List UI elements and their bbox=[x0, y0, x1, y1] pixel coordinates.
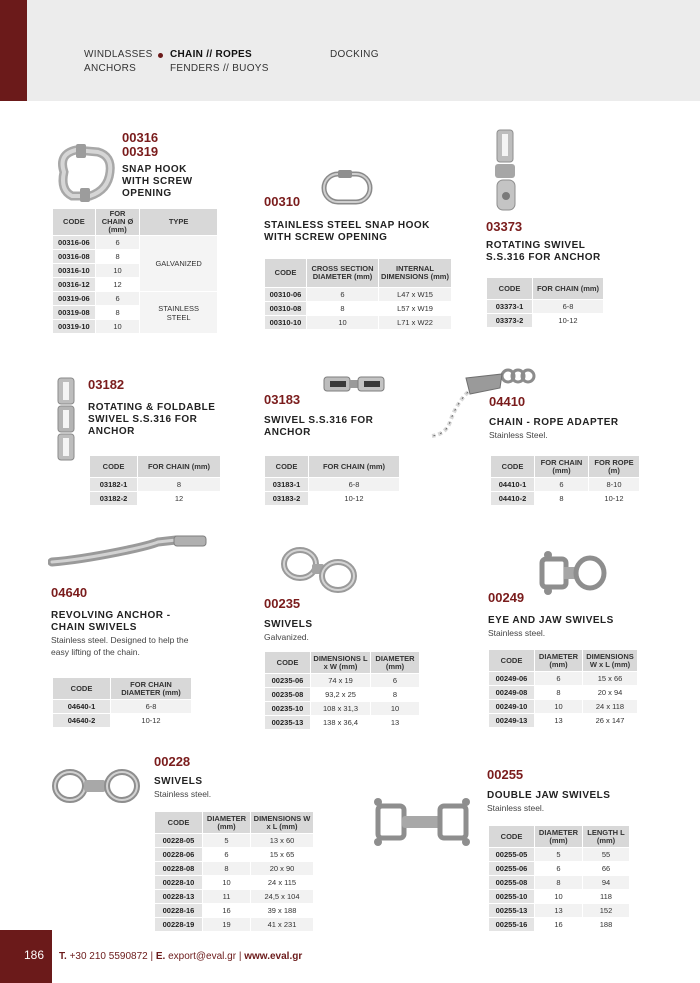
spec-table-00228 bbox=[154, 811, 314, 932]
cell-dimensions: 108 x 31,3 bbox=[311, 702, 371, 716]
phone-number[interactable]: +30 210 5590872 bbox=[69, 951, 148, 962]
rotating-swivel-image bbox=[485, 128, 525, 216]
cell-code: 00255-06 bbox=[489, 862, 535, 876]
cell-dimensions: 20 x 94 bbox=[583, 686, 638, 700]
table-row bbox=[53, 700, 192, 714]
cell-chain: 10-12 bbox=[533, 314, 604, 328]
cell-code: 00249-06 bbox=[489, 672, 535, 686]
cell-code: 00235-10 bbox=[265, 702, 311, 716]
cell-dimensions: 15 x 65 bbox=[251, 848, 314, 862]
col-diameter: DIAMETER (mm) bbox=[203, 812, 251, 834]
cell-code: 00228-16 bbox=[155, 904, 203, 918]
product-code: 03183 bbox=[264, 392, 301, 407]
cell-code: 03183-2 bbox=[265, 492, 309, 506]
col-code: CODE bbox=[90, 456, 138, 478]
col-code: CODE bbox=[489, 826, 535, 848]
product-code: 04640 bbox=[51, 585, 88, 600]
table-header-row bbox=[155, 812, 314, 834]
cell-code: 00316-10 bbox=[53, 264, 96, 278]
cell-dimensions: 15 x 66 bbox=[583, 672, 638, 686]
product-code: 03182 bbox=[88, 377, 125, 392]
email-link[interactable]: export@eval.gr bbox=[168, 951, 237, 962]
product-00310 bbox=[264, 195, 430, 244]
cell-diameter: 13 bbox=[371, 716, 420, 730]
cell-dimensions: L47 x W15 bbox=[379, 288, 452, 302]
cell-code: 03373-1 bbox=[487, 300, 533, 314]
revolving-anchor-swivel-image bbox=[48, 532, 210, 572]
cell-length: 152 bbox=[583, 904, 630, 918]
table-row bbox=[155, 834, 314, 848]
table-header-row bbox=[265, 456, 400, 478]
cell-diameter: 10 bbox=[203, 876, 251, 890]
table-row bbox=[487, 314, 604, 328]
cell-code: 00319-08 bbox=[53, 306, 96, 320]
cell-code: 03182-1 bbox=[90, 478, 138, 492]
col-code: CODE bbox=[265, 259, 307, 288]
cell-dimensions: 26 x 147 bbox=[583, 714, 638, 728]
cell-code: 00228-06 bbox=[155, 848, 203, 862]
table-row bbox=[265, 478, 400, 492]
nav-chain-ropes[interactable]: CHAIN // ROPES bbox=[170, 49, 252, 60]
cell-code: 00235-13 bbox=[265, 716, 311, 730]
table-row bbox=[90, 492, 221, 506]
table-row bbox=[155, 848, 314, 862]
footer-contact bbox=[59, 951, 302, 962]
cell-dimensions: L71 x W22 bbox=[379, 316, 452, 330]
cell-code: 04640-2 bbox=[53, 714, 111, 728]
col-type: TYPE bbox=[140, 209, 218, 236]
spec-table-03182 bbox=[89, 455, 221, 506]
cell-code: 04640-1 bbox=[53, 700, 111, 714]
product-title-line: WITH SCREW OPENING bbox=[264, 232, 388, 243]
cell-dimensions: 13 x 60 bbox=[251, 834, 314, 848]
cell-chain: 10-12 bbox=[309, 492, 400, 506]
product-title-line: EYE AND JAW SWIVELS bbox=[488, 615, 614, 626]
cell-chain: 6 bbox=[95, 236, 140, 250]
table-row bbox=[489, 876, 630, 890]
cell-length: 66 bbox=[583, 862, 630, 876]
product-code: 00255 bbox=[487, 767, 524, 782]
cell-code: 00310-08 bbox=[265, 302, 307, 316]
cell-dimensions: 20 x 90 bbox=[251, 862, 314, 876]
product-03373 bbox=[486, 220, 601, 264]
cell-diameter: 10 bbox=[535, 890, 583, 904]
table-row bbox=[155, 904, 314, 918]
cell-chain: 6-8 bbox=[111, 700, 192, 714]
cell-diameter: 16 bbox=[535, 918, 583, 932]
product-code: 00310 bbox=[264, 194, 301, 209]
spec-table-00255 bbox=[488, 825, 630, 932]
product-title-line: SWIVEL S.S.316 FOR bbox=[264, 415, 374, 426]
cell-chain: 6 bbox=[535, 478, 589, 492]
cell-dimensions: 39 x 188 bbox=[251, 904, 314, 918]
product-title-line: ANCHOR bbox=[264, 427, 311, 438]
cell-code: 00249-08 bbox=[489, 686, 535, 700]
product-title-line: STAINLESS STEEL SNAP HOOK bbox=[264, 220, 430, 231]
cell-code: 00316-06 bbox=[53, 236, 96, 250]
col-for-chain: FOR CHAIN Ø (mm) bbox=[95, 209, 140, 236]
table-row bbox=[90, 478, 221, 492]
product-title-line: CHAIN - ROPE ADAPTER bbox=[489, 417, 619, 428]
product-code: 00316 bbox=[122, 130, 159, 145]
cell-diameter: 10 bbox=[535, 700, 583, 714]
cell-chain: 10-12 bbox=[111, 714, 192, 728]
product-title-line: SWIVEL S.S.316 FOR bbox=[88, 414, 198, 425]
product-04640 bbox=[51, 586, 189, 658]
cell-dimensions: 24 x 118 bbox=[583, 700, 638, 714]
col-code: CODE bbox=[491, 456, 535, 478]
col-code: CODE bbox=[155, 812, 203, 834]
col-dimensions: DIMENSIONS W x L (mm) bbox=[583, 650, 638, 672]
product-code: 03373 bbox=[486, 219, 523, 234]
cell-diameter: 10 bbox=[307, 316, 379, 330]
table-row bbox=[489, 714, 638, 728]
spec-table-04410 bbox=[490, 455, 640, 506]
spec-table-00235 bbox=[264, 651, 420, 730]
cell-diameter: 13 bbox=[535, 904, 583, 918]
cell-dimensions: 24 x 115 bbox=[251, 876, 314, 890]
table-row bbox=[53, 236, 218, 250]
product-00249 bbox=[488, 591, 614, 639]
cell-code: 00228-08 bbox=[155, 862, 203, 876]
col-for-chain: FOR CHAIN (mm) bbox=[535, 456, 589, 478]
product-description: Stainless steel. bbox=[154, 789, 212, 799]
cell-rope: 8-10 bbox=[589, 478, 640, 492]
col-code: CODE bbox=[489, 650, 535, 672]
cell-diameter: 13 bbox=[535, 714, 583, 728]
col-for-chain: FOR CHAIN (mm) bbox=[309, 456, 400, 478]
product-description: Stainless steel. bbox=[488, 628, 546, 638]
stainless-swivel-image bbox=[52, 766, 142, 806]
cell-type: STAINLESS STEEL bbox=[140, 292, 218, 334]
cell-diameter: 8 bbox=[307, 302, 379, 316]
cell-code: 00316-08 bbox=[53, 250, 96, 264]
table-header-row bbox=[265, 259, 452, 288]
separator: | bbox=[150, 951, 154, 962]
col-code: CODE bbox=[265, 652, 311, 674]
cell-diameter: 10 bbox=[371, 702, 420, 716]
spec-table-03183 bbox=[264, 455, 400, 506]
table-row bbox=[265, 492, 400, 506]
product-03183 bbox=[264, 393, 373, 439]
table-header-row bbox=[487, 278, 604, 300]
col-diameter: DIAMETER (mm) bbox=[535, 826, 583, 848]
product-title-line: DOUBLE JAW SWIVELS bbox=[487, 790, 611, 801]
cell-chain: 6-8 bbox=[309, 478, 400, 492]
cell-diameter: 6 bbox=[203, 848, 251, 862]
table-header-row bbox=[491, 456, 640, 478]
cell-code: 00255-10 bbox=[489, 890, 535, 904]
cell-code: 00249-10 bbox=[489, 700, 535, 714]
cell-diameter: 5 bbox=[203, 834, 251, 848]
page-number: 186 bbox=[24, 948, 45, 962]
product-00235 bbox=[264, 597, 313, 643]
cell-dimensions: 24,5 x 104 bbox=[251, 890, 314, 904]
eye-jaw-swivel-image bbox=[538, 549, 608, 597]
spec-table-03373 bbox=[486, 277, 604, 328]
table-row bbox=[489, 904, 630, 918]
product-code: 00228 bbox=[154, 754, 191, 769]
cell-diameter: 11 bbox=[203, 890, 251, 904]
table-row bbox=[489, 918, 630, 932]
table-row bbox=[155, 890, 314, 904]
col-diameter: DIAMETER (mm) bbox=[371, 652, 420, 674]
cell-code: 00255-05 bbox=[489, 848, 535, 862]
cell-diameter: 6 bbox=[307, 288, 379, 302]
product-title-line: WITH SCREW bbox=[122, 176, 193, 187]
table-row bbox=[53, 714, 192, 728]
cell-code: 00319-10 bbox=[53, 320, 96, 334]
table-row bbox=[265, 302, 452, 316]
col-code: CODE bbox=[53, 678, 111, 700]
cell-code: 04410-1 bbox=[491, 478, 535, 492]
col-for-chain: FOR CHAIN (mm) bbox=[533, 278, 604, 300]
cell-code: 00235-08 bbox=[265, 688, 311, 702]
col-for-chain-diameter: FOR CHAIN DIAMETER (mm) bbox=[111, 678, 192, 700]
cell-code: 00255-13 bbox=[489, 904, 535, 918]
cell-code: 00316-12 bbox=[53, 278, 96, 292]
double-jaw-swivel-image bbox=[372, 792, 472, 852]
col-code: CODE bbox=[265, 456, 309, 478]
product-title-line: ROTATING SWIVEL bbox=[486, 240, 586, 251]
cell-chain: 6-8 bbox=[533, 300, 604, 314]
cell-dimensions: 74 x 19 bbox=[311, 674, 371, 688]
col-code: CODE bbox=[487, 278, 533, 300]
product-description: easy lifting of the chain. bbox=[51, 647, 140, 657]
cell-code: 00255-16 bbox=[489, 918, 535, 932]
galvanized-swivel-image bbox=[280, 546, 358, 594]
cell-chain: 12 bbox=[138, 492, 221, 506]
table-row bbox=[53, 292, 218, 306]
product-03182 bbox=[88, 378, 215, 438]
cell-chain: 10 bbox=[95, 264, 140, 278]
cell-chain: 6 bbox=[95, 292, 140, 306]
swivel-s316-image bbox=[322, 374, 386, 394]
cell-code: 00228-05 bbox=[155, 834, 203, 848]
col-for-rope: FOR ROPE (m) bbox=[589, 456, 640, 478]
col-code: CODE bbox=[53, 209, 96, 236]
product-title-line: SNAP HOOK bbox=[122, 164, 187, 175]
cell-code: 00310-06 bbox=[265, 288, 307, 302]
product-title-line: REVOLVING ANCHOR - bbox=[51, 610, 171, 621]
cell-code: 03182-2 bbox=[90, 492, 138, 506]
table-row bbox=[265, 702, 420, 716]
table-row bbox=[489, 686, 638, 700]
cell-code: 00310-10 bbox=[265, 316, 307, 330]
product-description: Galvanized. bbox=[264, 632, 309, 642]
table-row bbox=[489, 672, 638, 686]
col-for-chain: FOR CHAIN (mm) bbox=[138, 456, 221, 478]
table-header-row bbox=[53, 678, 192, 700]
table-row bbox=[491, 492, 640, 506]
cell-chain: 8 bbox=[535, 492, 589, 506]
table-row bbox=[265, 716, 420, 730]
table-row bbox=[265, 674, 420, 688]
spec-table-00310 bbox=[264, 258, 452, 330]
table-header-row bbox=[489, 826, 630, 848]
table-row bbox=[155, 862, 314, 876]
product-00316 bbox=[122, 131, 193, 200]
table-row bbox=[487, 300, 604, 314]
nav-active-dot bbox=[158, 53, 163, 58]
col-cross-section: CROSS SECTION DIAMETER (mm) bbox=[307, 259, 379, 288]
table-row bbox=[155, 918, 314, 932]
cell-dimensions: L57 x W19 bbox=[379, 302, 452, 316]
product-title-line: ANCHOR bbox=[88, 426, 135, 437]
table-header-row bbox=[489, 650, 638, 672]
product-title-line: ROTATING & FOLDABLE bbox=[88, 402, 216, 413]
product-00255 bbox=[487, 768, 610, 814]
col-diameter: DIAMETER (mm) bbox=[535, 650, 583, 672]
cell-code: 03183-1 bbox=[265, 478, 309, 492]
separator: | bbox=[238, 951, 242, 962]
cell-type: GALVANIZED bbox=[140, 236, 218, 292]
cell-diameter: 6 bbox=[535, 672, 583, 686]
cell-dimensions: 93,2 x 25 bbox=[311, 688, 371, 702]
table-row bbox=[489, 890, 630, 904]
cell-code: 03373-2 bbox=[487, 314, 533, 328]
cell-chain: 8 bbox=[95, 306, 140, 320]
table-row bbox=[491, 478, 640, 492]
cell-diameter: 8 bbox=[203, 862, 251, 876]
cell-code: 00228-10 bbox=[155, 876, 203, 890]
cell-length: 118 bbox=[583, 890, 630, 904]
product-code: 00235 bbox=[264, 596, 301, 611]
product-title-line: S.S.316 FOR ANCHOR bbox=[486, 252, 601, 263]
table-header-row bbox=[90, 456, 221, 478]
spec-table-04640 bbox=[52, 677, 192, 728]
product-title-line: SWIVELS bbox=[264, 619, 313, 630]
table-row bbox=[489, 700, 638, 714]
spec-table-00316 bbox=[52, 208, 218, 334]
product-code-alt: 00319 bbox=[122, 144, 159, 159]
cell-code: 00235-06 bbox=[265, 674, 311, 688]
nav-windlasses[interactable]: WINDLASSES bbox=[84, 49, 153, 60]
cell-code: 00249-13 bbox=[489, 714, 535, 728]
product-title-line: CHAIN SWIVELS bbox=[51, 622, 137, 633]
table-header-row bbox=[265, 652, 420, 674]
nav-docking[interactable]: DOCKING bbox=[330, 49, 379, 60]
product-description: Stainless steel. Designed to help the bbox=[51, 635, 189, 645]
tel-label: T. bbox=[59, 951, 67, 962]
snap-hook-image bbox=[50, 142, 122, 206]
product-description: Stainless Steel. bbox=[489, 430, 548, 440]
cell-dimensions: 138 x 36,4 bbox=[311, 716, 371, 730]
cell-diameter: 5 bbox=[535, 848, 583, 862]
col-length: LENGTH L (mm) bbox=[583, 826, 630, 848]
product-04410 bbox=[489, 395, 619, 441]
header-accent-bar bbox=[0, 0, 27, 101]
table-row bbox=[489, 862, 630, 876]
cell-rope: 10-12 bbox=[589, 492, 640, 506]
table-row bbox=[155, 876, 314, 890]
product-title-line: OPENING bbox=[122, 188, 172, 199]
product-00228 bbox=[154, 755, 211, 800]
email-label: E. bbox=[155, 951, 166, 962]
cell-code: 04410-2 bbox=[491, 492, 535, 506]
cell-diameter: 8 bbox=[535, 686, 583, 700]
cell-chain: 8 bbox=[138, 478, 221, 492]
spec-table-00249 bbox=[488, 649, 638, 728]
cell-diameter: 6 bbox=[371, 674, 420, 688]
col-dimensions: DIMENSIONS W x L (mm) bbox=[251, 812, 314, 834]
cell-chain: 8 bbox=[95, 250, 140, 264]
table-header-row bbox=[53, 209, 218, 236]
col-dimensions: DIMENSIONS L x W (mm) bbox=[311, 652, 371, 674]
cell-dimensions: 41 x 231 bbox=[251, 918, 314, 932]
product-code: 00249 bbox=[488, 590, 525, 605]
table-row bbox=[265, 316, 452, 330]
product-title-line: SWIVELS bbox=[154, 776, 203, 787]
table-row bbox=[265, 688, 420, 702]
cell-length: 94 bbox=[583, 876, 630, 890]
table-row bbox=[489, 848, 630, 862]
website-link[interactable]: www.eval.gr bbox=[244, 951, 303, 962]
nav-fenders-buoys[interactable]: FENDERS // BUOYS bbox=[170, 63, 269, 74]
cell-code: 00228-13 bbox=[155, 890, 203, 904]
cell-diameter: 8 bbox=[371, 688, 420, 702]
cell-code: 00255-08 bbox=[489, 876, 535, 890]
product-code: 04410 bbox=[489, 394, 526, 409]
cell-code: 00228-19 bbox=[155, 918, 203, 932]
table-row bbox=[265, 288, 452, 302]
cell-code: 00319-06 bbox=[53, 292, 96, 306]
cell-chain: 12 bbox=[95, 278, 140, 292]
product-description: Stainless steel. bbox=[487, 803, 545, 813]
cell-diameter: 16 bbox=[203, 904, 251, 918]
nav-anchors[interactable]: ANCHORS bbox=[84, 63, 137, 74]
cell-length: 188 bbox=[583, 918, 630, 932]
col-internal-dim: INTERNAL DIMENSIONS (mm) bbox=[379, 259, 452, 288]
cell-chain: 10 bbox=[95, 320, 140, 334]
cell-diameter: 19 bbox=[203, 918, 251, 932]
foldable-swivel-image bbox=[50, 376, 82, 464]
cell-diameter: 8 bbox=[535, 876, 583, 890]
cell-length: 55 bbox=[583, 848, 630, 862]
cell-diameter: 6 bbox=[535, 862, 583, 876]
